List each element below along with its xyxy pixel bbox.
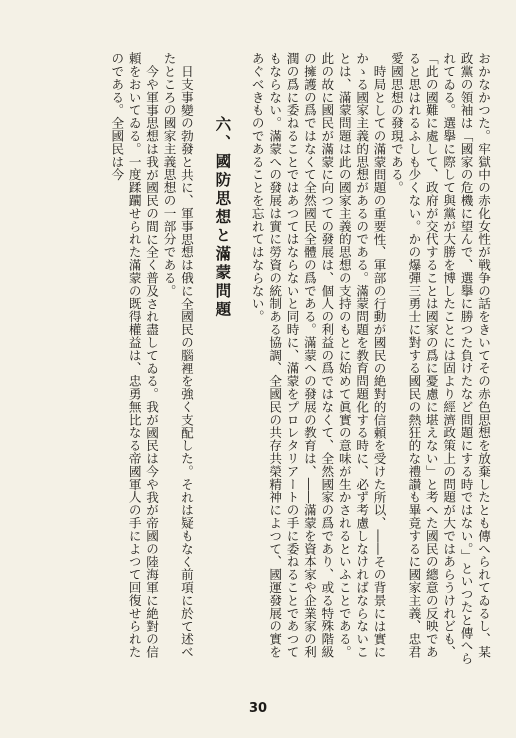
paragraph: 今や軍事思想は我が國民の間に全く普及され盡してゐる。我が國民は今や我が帝國の陸海軍に絶對の信頼をおいてゐる。一度蹂躙せられた滿蒙の既得權益は、忠勇無比なる帝國軍人の手によつて回復せられたのである。全國民は今 (109, 52, 160, 659)
paragraph: 日支事變の勃發と共に、軍事思想は俄に全國民の腦裡を強く支配した。それは疑もなく前項に於て述べたところの國家主義思想の一部分である。 (161, 52, 194, 658)
vertical-text-body (24, 52, 492, 670)
section-heading: 六、國防思想と滿蒙問題 (213, 116, 232, 320)
paragraph: 時局としての滿蒙問題の重要性、軍部の行動が國民の絶對的信頼を受けた所以、――その背景には實にかゝる國家主義的思想があるのである。滿蒙問題を教育問題化する時に、必ず考慮しなければならないことは、滿蒙問題は此の國家主義的思想の支持のもとに始めて眞實の意味が生かされるといふことである。此の故に國民が滿蒙に向つての發展は、個人の利益の爲ではなくて、全然國家の爲であり、或る特殊階級の擁護の爲ではなくて全然國民全體の爲である。滿蒙への發展の教育は、――滿蒙を資本家や企業家の利潤の爲に委ねることではあつてはならないと同時に、滿蒙をプロレタリアートの手に委ねることであつてもならない。滿蒙への發展は實に勞資の統制ある協調、全國民の共存共榮精神によつて、國運發展の實をあぐべきものであることを忘れてはならない。 (249, 52, 387, 659)
paragraph: おかなかつた。牢獄中の赤化女性が戦争の話をきいてその赤色思想を放棄したとも傳へられてゐるし、某政黨の領袖は「國家の危機に望んで、選擧に勝つた負けたなど問題にする時ではない。」といつたと傳へられてゐる。選擧に際して與黨が大勝を博したことには固より經濟政策上の問題が大ではあらうけれども、「此の國難に處して、政府が交代することは國家の爲に憂慮に堪えない」と考へた國民の總意の反映であると思はれるふしも少くない。かの爆彈三勇士に對する國民の熱狂的な禮讃も畢竟するに國家主義、忠君愛國思想の發現である。 (388, 52, 491, 665)
page-number: 30 (248, 701, 268, 716)
